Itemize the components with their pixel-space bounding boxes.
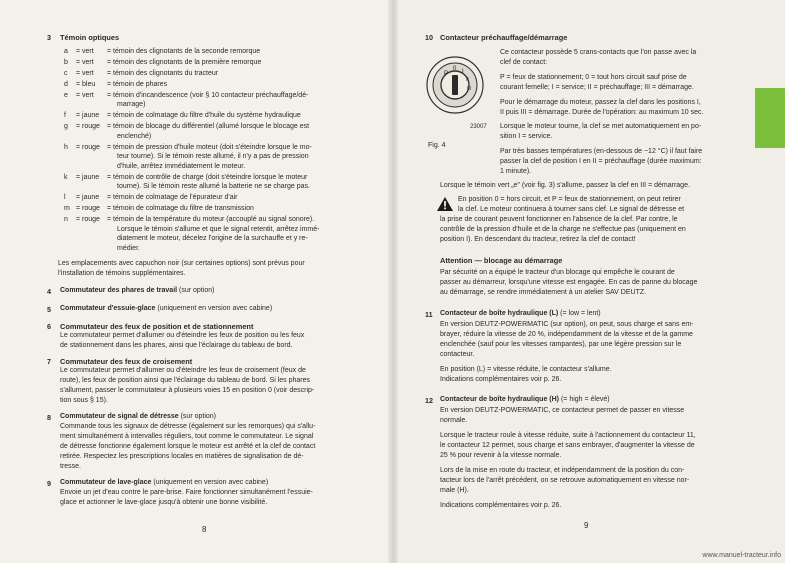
section-heading: Contacteur de boîte hydraulique (L) (= low = lent) xyxy=(440,310,601,317)
legend-description: teur tourne). Si le témoin reste allumé, il n'y a pas de pression xyxy=(117,153,309,161)
section-number: 9 xyxy=(47,479,51,488)
body-line: sition I = service. xyxy=(500,133,553,140)
body-line: le contacteur 12 permet, sous charge et sans embrayer, d'augmenter la vitesse de xyxy=(440,442,695,449)
body-line: Lorsque le moteur tourne, la clef se met automatiquement en po- xyxy=(500,123,702,130)
legend-description: = témoin de pression d'huile moteur (doit s'éteindre lorsque le mo- xyxy=(107,143,312,151)
section-number: 12 xyxy=(425,396,433,405)
body-line: Le commutateur permet d'allumer ou d'éteindre les feux de position ou les feux xyxy=(60,332,305,339)
legend-key: l xyxy=(64,194,66,202)
legend-key: d xyxy=(64,80,68,88)
legend-description: marrage) xyxy=(117,101,146,109)
legend-key: k xyxy=(64,173,68,181)
body-line: 25 % pour revenir à la vitesse normale. xyxy=(440,452,562,459)
legend-color: = jaune xyxy=(76,112,100,120)
body-line: contacteur. xyxy=(440,351,475,358)
legend-description: = témoin des clignotants de la première remorque xyxy=(107,58,262,66)
body-line: ment simultanément à intervalles réguliers, tout comme le commutateur. Le signal xyxy=(60,433,314,440)
section-number: 11 xyxy=(425,310,433,319)
legend-description: enclenché) xyxy=(117,132,152,140)
legend-color: = rouge xyxy=(76,143,100,151)
legend-key: a xyxy=(64,48,68,55)
body-line: passer au démarreur, lorsqu'une vitesse est engagée. En cas de panne du blocage xyxy=(440,279,698,286)
body-line: Lorsque le témoin vert „e" (voir fig. 3) s'allume, passez la clef en III = démarrage. xyxy=(440,182,690,189)
body-line: Ce contacteur possède 5 crans-contacts que l'on passe avec la xyxy=(500,49,697,56)
section-heading: Commutateur d'essuie-glace (uniquement en version avec cabine) xyxy=(60,305,273,312)
legend-key: g xyxy=(64,123,68,130)
section-heading: Contacteur de boîte hydraulique (H) (= high = élevé) xyxy=(440,396,610,403)
body-line: En version DEUTZ-POWERMATIC (sur option), on peut, sous charge et sans em- xyxy=(440,321,694,328)
body-line: retirée. Respectez les prescriptions locales en matières de signalisation de dé- xyxy=(60,453,304,460)
section-heading: Commutateur des phares de travail (sur option) xyxy=(60,287,215,294)
warning-line: contrôle de la pression d'huile et de la charge ne s'effectue pas (uniquement en xyxy=(440,226,686,233)
body-line: Lors de la mise en route du tracteur, et indépendamment de la position du con- xyxy=(440,467,685,474)
section-number: 4 xyxy=(47,287,51,296)
section-title: Commutateur des feux de croisement xyxy=(60,357,193,366)
legend-color: = vert xyxy=(76,69,94,77)
body-line: 1 minute). xyxy=(500,168,532,175)
watermark: www.manuel-tracteur.info xyxy=(702,552,781,559)
warning-line: la prise de courant peuvent fonctionner en l'absence de la clef. Par contre, le xyxy=(440,216,678,223)
dial-letter: III xyxy=(467,86,472,92)
legend-color: = jaune xyxy=(76,173,100,181)
legend-key: n xyxy=(64,215,68,223)
legend-description: diatement le moteur, décelez l'origine de la surchauffe et y re- xyxy=(117,235,308,243)
body-line: Indications complémentaires voir p. 26. xyxy=(440,502,562,509)
legend-description: = témoin des clignotants du tracteur xyxy=(107,69,219,77)
figure-label: Fig. 4 xyxy=(428,142,446,149)
body-line: II puis III = démarrage. Durée de l'opération: au maximum 10 sec. xyxy=(500,109,704,116)
book-gutter xyxy=(388,0,398,563)
legend-description: Lorsque le témoin s'allume et que le signal retentit, arrêtez immé- xyxy=(117,225,320,233)
legend-description: = témoin de colmatage de l'épurateur d'air xyxy=(107,194,238,202)
body-line: Commande tous les signaux de détresse (également sur les remorques) qui s'allu- xyxy=(60,423,316,430)
dial-letter: 0 xyxy=(453,66,457,72)
legend-color: = rouge xyxy=(76,215,100,223)
legend-description: = témoin d'incandescence (voir § 10 contacteur préchauffage/dé- xyxy=(107,91,309,99)
section-number: 7 xyxy=(47,357,51,366)
body-line: glace et actionner le lave-glace jusqu'à obtenir une bonne visibilité. xyxy=(60,499,268,506)
page-number: 8 xyxy=(202,525,207,534)
body-line: Envoie un jet d'eau contre le pare-brise. Faire fonctionner simultanément l'essuie- xyxy=(60,489,313,496)
legend-description: = témoin de colmatage du filtre d'huile du système hydraulique xyxy=(107,112,301,120)
body-line: clef de contact: xyxy=(500,59,548,66)
legend-color: = bleu xyxy=(76,80,96,88)
body-line: route), les feux de position ainsi que l'éclairage du tableau de bord. Si les phares xyxy=(60,377,310,384)
legend-key: c xyxy=(64,69,68,77)
note-line: Les emplacements avec capuchon noir (sur certaines options) sont prévus pour xyxy=(58,260,305,267)
attention-title: Attention — blocage au démarrage xyxy=(440,256,563,265)
body-line: Pour le démarrage du moteur, passez la clef dans les positions I, xyxy=(500,99,701,106)
section-number: 6 xyxy=(47,322,51,331)
legend-color: = jaune xyxy=(76,194,100,202)
warning-line: la clef. Le moteur continuera à tourner sans clef. Le signal de détresse et xyxy=(458,206,685,213)
legend-key: m xyxy=(64,205,70,212)
section-number: 10 xyxy=(425,33,433,42)
legend-key: b xyxy=(64,58,68,66)
body-line: passer la clef de position I en II = préchauffage (durée maximum: xyxy=(500,158,702,165)
note-line: l'installation de témoins supplémentaires. xyxy=(58,270,186,277)
section-title: Contacteur préchauffage/démarrage xyxy=(440,33,568,42)
legend-color: = rouge xyxy=(76,123,100,130)
legend-key: h xyxy=(64,143,68,151)
body-line: au démarrage, se rendre immédiatement à un atelier SAV DEUTZ. xyxy=(440,289,647,296)
body-line: Par très basses températures (en-dessous de −12 °C) il faut faire xyxy=(500,148,703,155)
legend-description: médier. xyxy=(117,244,140,252)
section-number: 8 xyxy=(47,413,51,422)
legend-description: = témoin de la température du moteur (accouplé au signal sonore). xyxy=(107,215,315,223)
legend-description: = témoin de blocage du différentiel (allumé lorsque le blocage est xyxy=(107,123,310,130)
legend-description: = témoin de phares xyxy=(107,80,168,88)
body-line: tresse. xyxy=(60,463,82,470)
section-heading: Commutateur de signal de détresse (sur option) xyxy=(60,413,217,420)
figure-code: 23007 xyxy=(470,124,487,130)
legend-description: = témoin de colmatage du filtre de transmission xyxy=(107,205,254,212)
body-line: male (H). xyxy=(440,487,469,494)
legend-description: = témoin des clignotants de la seconde remorque xyxy=(107,48,261,55)
body-line: tion sous § 15). xyxy=(60,397,108,404)
body-line: Par sécurité on a équipé le tracteur d'un blocage qui empêche le courant de xyxy=(440,269,675,276)
warning-line: En position 0 = hors circuit, et P = feux de stationnement, on peut retirer xyxy=(458,196,681,203)
body-line: de détresse fonctionne également lorsque le moteur est arrêté et la clef de contact xyxy=(60,443,316,450)
body-line: enclenchée (sauf pour les vitesses rampantes), par une légère pression sur le xyxy=(440,341,682,348)
warning-icon xyxy=(437,197,453,211)
section-title: Commutateur des feux de position et de stationnement xyxy=(60,322,254,331)
dial-letter: I xyxy=(462,69,464,75)
legend-color: = vert xyxy=(76,58,94,66)
body-line: normale. xyxy=(440,417,468,424)
body-line: brayer, réduire la vitesse de 20 %, indépendamment de la vitesse et de la gamme xyxy=(440,331,693,338)
body-line: tacteur lors de l'arrêt précédent, on se retrouve automatiquement en vitesse nor- xyxy=(440,477,690,484)
body-line: En version DEUTZ-POWERMATIC, ce contacteur permet de passer en vitesse xyxy=(440,407,685,414)
legend-color: = vert xyxy=(76,91,94,99)
section-heading: Commutateur de lave-glace (uniquement en version avec cabine) xyxy=(60,479,269,486)
body-line: courant femelle; I = service; II = préchauffage; III = démarrage. xyxy=(500,84,694,91)
body-line: de stationnement dans les phares, ainsi que l'éclairage du tableau de bord. xyxy=(60,342,293,349)
page-number: 9 xyxy=(584,521,589,530)
ignition-switch-figure xyxy=(425,55,485,115)
legend-description: = témoin de contrôle de charge (doit s'éteindre lorsque le moteur xyxy=(107,173,308,181)
body-line: En position (L) = vitesse réduite, le contacteur s'allume. xyxy=(440,366,612,373)
legend-description: tourne). Si le témoin reste allumé la batterie ne se charge pas. xyxy=(117,183,310,191)
legend-key: f xyxy=(64,112,66,120)
warning-line: position I). En descendant du tracteur, retirez la clef de contact! xyxy=(440,236,636,243)
body-line: Le commutateur permet d'allumer ou d'éteindre les feux de croisement (feux de xyxy=(60,367,306,374)
legend-color: = rouge xyxy=(76,205,100,212)
dial-letter: II xyxy=(466,77,469,83)
body-line: Indications complémentaires voir p. 26. xyxy=(440,376,562,383)
body-line: Lorsque le tracteur roule à vitesse réduite, suite à l'actionnement du contacteur 11, xyxy=(440,432,696,439)
body-line: P = feux de stationnement; 0 = tout hors circuit sauf prise de xyxy=(500,74,687,81)
section-tab xyxy=(755,88,785,148)
legend-color: = vert xyxy=(76,48,94,55)
body-line: s'allument, passer le commutateur à plusieurs voies 15 en position 0 (voir descrip- xyxy=(60,387,315,394)
section-number: 5 xyxy=(47,305,51,314)
legend-description: d'huile, arrêtez immédiatement le moteur. xyxy=(117,162,246,170)
section-title: Témoin optiques xyxy=(60,33,120,42)
dial-letter: P xyxy=(444,71,449,77)
legend-key: e xyxy=(64,91,68,99)
section-number: 3 xyxy=(47,33,51,42)
